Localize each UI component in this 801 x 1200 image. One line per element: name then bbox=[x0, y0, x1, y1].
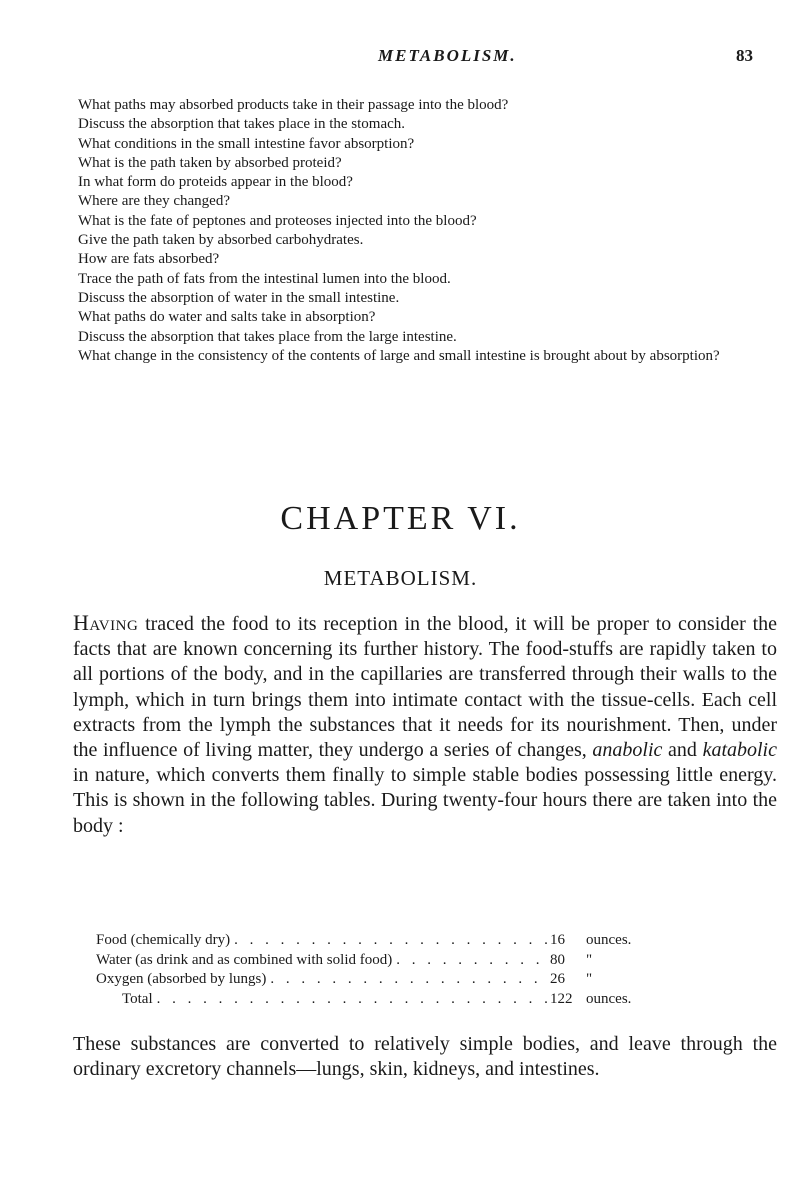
question-item: How are fats absorbed? bbox=[78, 251, 220, 268]
row-unit: " bbox=[586, 951, 593, 968]
row-amount: 16 bbox=[550, 932, 565, 948]
question-item: What change in the consistency of the contents of large and small intestine is brought about by absorption? bbox=[78, 347, 720, 364]
question-item: What is the fate of peptones and proteoses injected into the blood? bbox=[78, 212, 477, 229]
review-questions bbox=[78, 96, 774, 366]
dot-leader bbox=[392, 951, 550, 971]
total-amount: 122 bbox=[550, 990, 573, 1007]
term-anabolic: anabolic bbox=[592, 739, 663, 762]
dropcap-word bbox=[73, 610, 138, 635]
question-item: Discuss the absorption of water in the small intestine. bbox=[78, 289, 400, 306]
row-amount: 26 bbox=[550, 971, 565, 987]
table-total-row bbox=[96, 990, 656, 1010]
question-item: Give the path taken by absorbed carbohydrates. bbox=[78, 232, 364, 249]
dropcap-rest: aving bbox=[89, 610, 139, 635]
intro-text-main: traced the food to its reception in the blood, it will be proper to consider the facts that are known concerning its further history. The food-stuffs are rapidly taken to all portions of the body, and in the capillaries are transferred through their walls to the lymph, which in turn brings them into intimate contact with the tissue-cells. Each cell extracts from the lymph the substances that it needs for its nourishment. Then, under the influence of living matter, they undergo a series of changes, bbox=[73, 613, 778, 762]
row-amount: 80 bbox=[550, 951, 565, 968]
question-item: What conditions in the small intestine favor absorption? bbox=[78, 135, 415, 152]
dropcap-letter: H bbox=[73, 610, 90, 635]
intro-text-end: in nature, which converts them finally to simple stable bodies possessing little energy. This is shown in the following tables. During twenty-four hours there are taken into the body : bbox=[73, 764, 777, 837]
question-item: What paths may absorbed products take in their passage into the blood? bbox=[78, 97, 509, 113]
intro-paragraph bbox=[73, 610, 777, 839]
chapter-title: METABOLISM. bbox=[323, 566, 478, 590]
dot-leader bbox=[153, 990, 550, 1010]
total-unit: ounces. bbox=[586, 990, 632, 1007]
row-label: Food (chemically dry) bbox=[96, 932, 231, 948]
page-number: 83 bbox=[736, 46, 753, 65]
question-item: Trace the path of fats from the intestinal lumen into the blood. bbox=[78, 270, 451, 287]
table-row bbox=[96, 970, 656, 990]
total-label: Total bbox=[122, 990, 153, 1007]
running-title: METABOLISM. bbox=[378, 46, 517, 65]
row-unit: " bbox=[586, 971, 593, 987]
question-item: What is the path taken by absorbed proteid? bbox=[78, 154, 342, 171]
question-item: In what form do proteids appear in the blood? bbox=[78, 174, 353, 191]
question-item: What paths do water and salts take in absorption? bbox=[78, 309, 376, 326]
intro-connector: and bbox=[668, 739, 697, 762]
term-katabolic: katabolic bbox=[702, 739, 777, 762]
row-label: Water (as drink and as combined with solid food) bbox=[96, 951, 393, 968]
question-item: Discuss the absorption that takes place from the large intestine. bbox=[78, 328, 457, 345]
question-item: Discuss the absorption that takes place in the stomach. bbox=[78, 116, 406, 133]
table-row bbox=[96, 931, 656, 951]
row-unit: ounces. bbox=[586, 932, 632, 948]
dot-leader bbox=[230, 931, 550, 951]
running-head bbox=[0, 46, 801, 76]
intake-table bbox=[96, 931, 656, 1009]
chapter-heading: CHAPTER VI. bbox=[280, 500, 521, 537]
dot-leader bbox=[266, 970, 550, 990]
closing-paragraph: These substances are converted to relatively simple bodies, and leave through the ordinary excretory channels—lungs, skin, kidneys, and intestines. bbox=[73, 1033, 777, 1081]
table-row bbox=[96, 951, 656, 971]
question-item: Where are they changed? bbox=[78, 193, 230, 210]
row-label: Oxygen (absorbed by lungs) bbox=[96, 971, 267, 987]
